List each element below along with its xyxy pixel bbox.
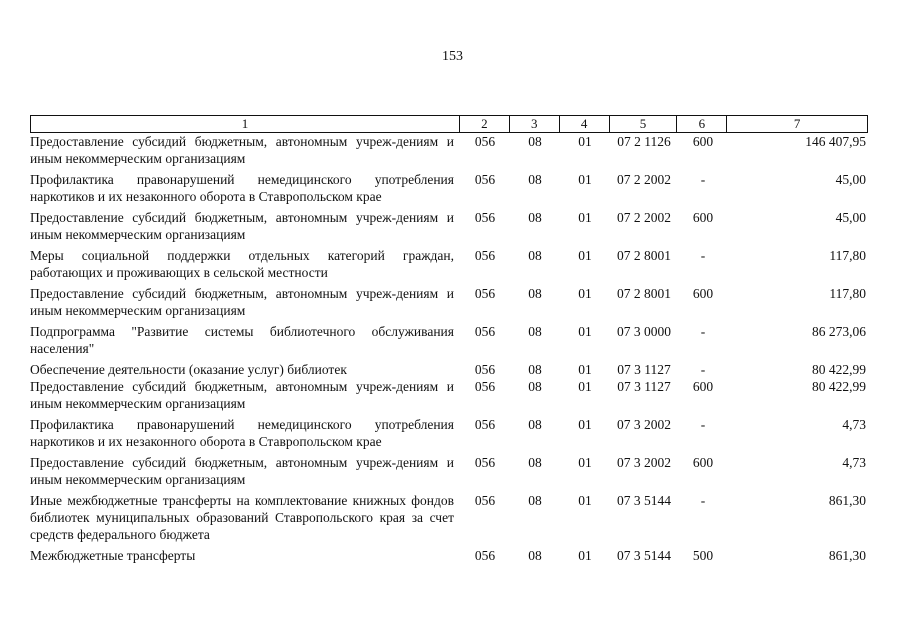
row-col-4: 01 [578,134,592,149]
row-col-6: - [700,248,706,263]
row-col-3: 08 [528,172,542,187]
row-col-4: 01 [578,548,592,563]
row-name: Обеспечение деятельности (оказание услуг) библиотек [30,362,347,377]
row-col-2: 056 [474,493,496,508]
table-row [30,171,868,205]
row-name: Подпрограмма "Развитие системы библиотечного обслуживания населения" [30,324,454,356]
row-col-6: 600 [692,286,714,301]
table-row [30,454,868,488]
table-row [30,133,868,167]
row-name: Межбюджетные трансферты [30,548,196,563]
row-col-3: 08 [528,493,542,508]
table-row [30,547,868,564]
row-col-5: 07 2 2002 [617,172,671,187]
row-amount: 45,00 [835,210,866,225]
row-name: Предоставление субсидий бюджетным, автономным учреж-дениям и иным некоммерческим организациям [30,134,454,166]
row-col-4: 01 [578,362,592,377]
row-col-5: 07 3 5144 [617,548,671,563]
row-col-3: 08 [528,548,542,563]
row-col-3: 08 [528,210,542,225]
row-col-5: 07 3 2002 [617,417,671,432]
row-amount: 861,30 [828,493,866,508]
row-name: Иные межбюджетные трансферты на комплектование книжных фондов библиотек муниципальных образований Ставропольского края за счет средств федерального бюджета [30,493,454,542]
row-col-2: 056 [474,134,496,149]
header-col-4: 4 [560,116,610,132]
row-col-4: 01 [578,210,592,225]
row-col-2: 056 [474,362,496,377]
header-col-6: 6 [677,116,727,132]
table-row [30,285,868,319]
row-col-6: 600 [692,134,714,149]
budget-table [30,115,868,564]
page-number: 153 [442,49,463,64]
table-row [30,247,868,281]
row-amount: 45,00 [835,172,866,187]
row-name: Профилактика правонарушений немедицинского употребления наркотиков и их незаконного оборота в Ставропольском крае [30,417,454,449]
row-col-3: 08 [528,286,542,301]
row-col-6: - [700,324,706,339]
row-col-2: 056 [474,210,496,225]
row-col-5: 07 2 8001 [617,286,671,301]
row-col-2: 056 [474,455,496,470]
row-amount: 146 407,95 [805,134,866,149]
row-col-3: 08 [528,324,542,339]
row-col-2: 056 [474,548,496,563]
header-col-7: 7 [793,116,801,131]
row-col-6: 500 [692,548,714,563]
row-col-3: 08 [528,455,542,470]
table-row [30,209,868,243]
row-name: Предоставление субсидий бюджетным, автономным учреж-дениям и иным некоммерческим организациям [30,286,454,318]
table-row [30,416,868,450]
row-name: Предоставление субсидий бюджетным, автономным учреж-дениям и иным некоммерческим организациям [30,455,454,487]
row-col-3: 08 [528,248,542,263]
row-col-4: 01 [578,379,592,394]
row-col-4: 01 [578,172,592,187]
row-col-6: - [700,362,706,377]
row-amount: 80 422,99 [812,379,866,394]
table-row [30,361,868,378]
row-name: Меры социальной поддержки отдельных категорий граждан, работающих и проживающих в сельской местности [30,248,454,280]
row-name: Предоставление субсидий бюджетным, автономным учреж-дениям и иным некоммерческим организациям [30,379,454,411]
row-col-5: 07 3 5144 [617,493,671,508]
row-name: Профилактика правонарушений немедицинского употребления наркотиков и их незаконного оборота в Ставропольском крае [30,172,454,204]
row-col-6: - [700,172,706,187]
row-col-3: 08 [528,134,542,149]
row-amount: 4,73 [842,417,866,432]
header-col-2: 2 [460,116,510,132]
table-row [30,492,868,543]
header-col-5: 5 [610,116,678,132]
row-col-2: 056 [474,417,496,432]
row-col-5: 07 2 8001 [617,248,671,263]
table-row [30,323,868,357]
header-col-3: 3 [510,116,560,132]
row-amount: 861,30 [828,548,866,563]
row-col-6: 600 [692,455,714,470]
row-amount: 4,73 [842,455,866,470]
row-col-3: 08 [528,417,542,432]
row-col-5: 07 3 2002 [617,455,671,470]
row-col-4: 01 [578,493,592,508]
row-col-2: 056 [474,324,496,339]
row-col-5: 07 3 0000 [617,324,671,339]
row-col-5: 07 2 2002 [617,210,671,225]
row-col-6: 600 [692,210,714,225]
row-col-2: 056 [474,248,496,263]
row-amount: 117,80 [829,248,866,263]
row-col-5: 07 2 1126 [617,134,671,149]
table-row [30,378,868,412]
row-col-2: 056 [474,379,496,394]
row-col-6: - [700,417,706,432]
row-amount: 80 422,99 [812,362,866,377]
row-col-4: 01 [578,455,592,470]
row-col-2: 056 [474,286,496,301]
row-col-5: 07 3 1127 [617,362,671,377]
row-col-5: 07 3 1127 [617,379,671,394]
row-col-2: 056 [474,172,496,187]
row-col-4: 01 [578,417,592,432]
table-header [30,115,868,133]
row-col-4: 01 [578,324,592,339]
header-col-1: 1 [31,116,460,132]
row-amount: 117,80 [829,286,866,301]
row-col-4: 01 [578,286,592,301]
row-name: Предоставление субсидий бюджетным, автономным учреж-дениям и иным некоммерческим организациям [30,210,454,242]
row-col-4: 01 [578,248,592,263]
row-amount: 86 273,06 [812,324,866,339]
row-col-6: - [700,493,706,508]
row-col-6: 600 [692,379,714,394]
row-col-3: 08 [528,362,542,377]
row-col-3: 08 [528,379,542,394]
